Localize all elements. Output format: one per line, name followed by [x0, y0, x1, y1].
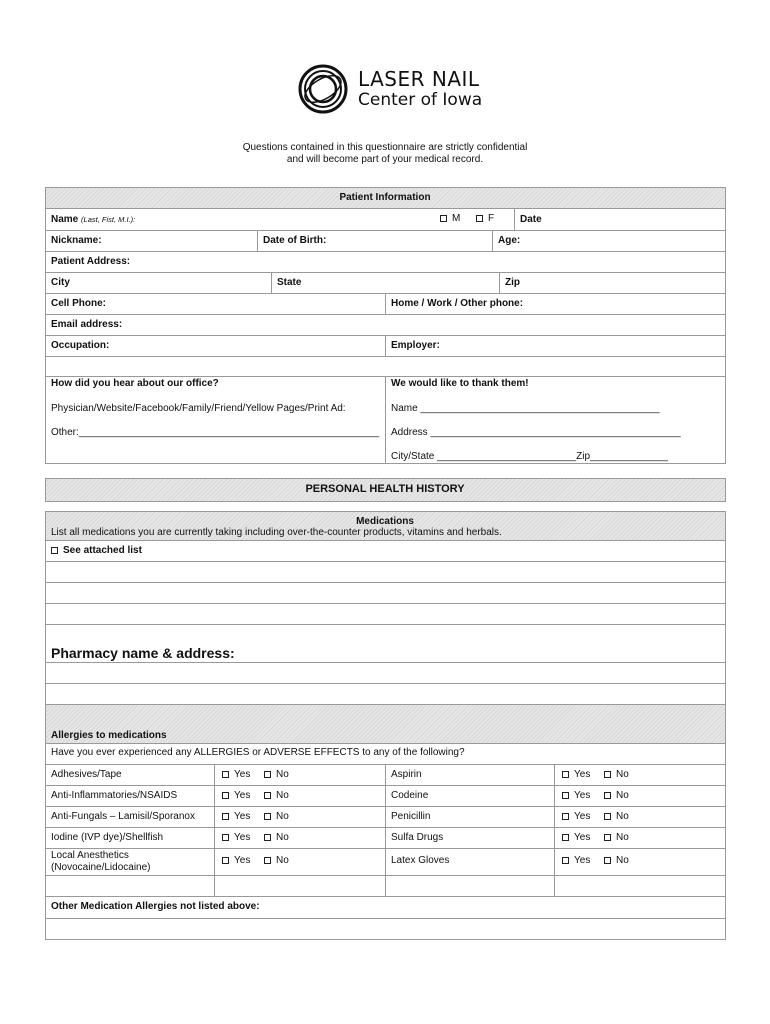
- no-checkbox[interactable]: No: [604, 811, 629, 823]
- city-field[interactable]: City: [51, 277, 70, 288]
- yes-checkbox[interactable]: Yes: [222, 811, 250, 823]
- patient-info-header: Patient Information: [339, 192, 431, 203]
- checkbox-icon: [264, 771, 271, 778]
- allergy-item-iodine: Iodine (IVP dye)/Shellfish: [51, 832, 164, 843]
- yes-checkbox[interactable]: Yes: [222, 769, 250, 781]
- no-checkbox[interactable]: No: [604, 832, 629, 844]
- referrer-name-field[interactable]: Name ___________________________________________: [391, 403, 660, 414]
- state-field[interactable]: State: [277, 277, 302, 288]
- email-field[interactable]: Email address:: [51, 319, 123, 330]
- checkbox-icon: [562, 771, 569, 778]
- medications-instructions: List all medications you are currently taking including over-the-counter products, vitamins and herbals.: [51, 527, 502, 538]
- logo-subtitle: Center of Iowa: [358, 90, 483, 110]
- date-field[interactable]: Date: [520, 214, 542, 225]
- yes-checkbox[interactable]: Yes: [562, 855, 590, 867]
- checkbox-icon: [51, 547, 58, 554]
- no-checkbox[interactable]: No: [264, 769, 289, 781]
- allergy-item-codeine: Codeine: [391, 790, 429, 801]
- checkbox-icon: [604, 857, 611, 864]
- checkbox-icon: [264, 834, 271, 841]
- checkbox-icon: [440, 215, 447, 222]
- checkbox-icon: [476, 215, 483, 222]
- checkbox-icon: [222, 813, 229, 820]
- dob-field[interactable]: Date of Birth:: [263, 235, 327, 246]
- referral-other-field[interactable]: Other:______________________________________________________: [51, 427, 380, 438]
- checkbox-icon: [562, 792, 569, 799]
- checkbox-icon: [562, 857, 569, 864]
- checkbox-icon: [604, 792, 611, 799]
- medications-title: Medications: [356, 516, 414, 527]
- logo: [296, 63, 486, 115]
- referral-sources[interactable]: Physician/Website/Facebook/Family/Friend/Yellow Pages/Print Ad:: [51, 403, 346, 414]
- cell-phone-field[interactable]: Cell Phone:: [51, 298, 107, 309]
- other-allergies-field[interactable]: Other Medication Allergies not listed above:: [51, 901, 260, 912]
- referrer-address-field[interactable]: Address _____________________________________________: [391, 427, 681, 438]
- checkbox-icon: [264, 792, 271, 799]
- no-checkbox[interactable]: No: [604, 790, 629, 802]
- allergy-item-penicillin: Penicillin: [391, 811, 431, 822]
- checkbox-icon: [264, 857, 271, 864]
- checkbox-icon: [562, 834, 569, 841]
- allergy-item-anesthetics-detail: (Novocaine/Lidocaine): [51, 862, 151, 873]
- occupation-field[interactable]: Occupation:: [51, 340, 110, 351]
- checkbox-icon: [222, 834, 229, 841]
- gender-female-checkbox[interactable]: F: [476, 213, 494, 225]
- yes-checkbox[interactable]: Yes: [562, 790, 590, 802]
- yes-checkbox[interactable]: Yes: [222, 855, 250, 867]
- checkbox-icon: [604, 834, 611, 841]
- no-checkbox[interactable]: No: [604, 855, 629, 867]
- allergies-title: Allergies to medications: [51, 730, 167, 741]
- nickname-field[interactable]: Nickname:: [51, 235, 102, 246]
- no-checkbox[interactable]: No: [604, 769, 629, 781]
- yes-checkbox[interactable]: Yes: [562, 832, 590, 844]
- allergy-item-anesthetics: Local Anesthetics: [51, 850, 129, 861]
- logo-rings-icon: [296, 63, 354, 115]
- allergy-item-aspirin: Aspirin: [391, 769, 422, 780]
- gender-male-checkbox[interactable]: M: [440, 213, 460, 225]
- no-checkbox[interactable]: No: [264, 811, 289, 823]
- checkbox-icon: [222, 857, 229, 864]
- see-attached-checkbox[interactable]: See attached list: [51, 545, 142, 557]
- checkbox-icon: [562, 813, 569, 820]
- confidentiality-line-2: and will become part of your medical record.: [286, 154, 484, 165]
- allergy-item-nsaids: Anti-Inflammatories/NSAIDS: [51, 790, 178, 801]
- yes-checkbox[interactable]: Yes: [222, 790, 250, 802]
- no-checkbox[interactable]: No: [264, 855, 289, 867]
- referral-thanks: We would like to thank them!: [391, 378, 529, 389]
- referral-question: How did you hear about our office?: [51, 378, 219, 389]
- yes-checkbox[interactable]: Yes: [222, 832, 250, 844]
- health-history-header: PERSONAL HEALTH HISTORY: [305, 483, 465, 495]
- no-checkbox[interactable]: No: [264, 832, 289, 844]
- allergy-item-latex: Latex Gloves: [391, 855, 450, 866]
- employer-field[interactable]: Employer:: [391, 340, 440, 351]
- allergy-item-sulfa: Sulfa Drugs: [391, 832, 444, 843]
- allergy-item-adhesives: Adhesives/Tape: [51, 769, 122, 780]
- yes-checkbox[interactable]: Yes: [562, 769, 590, 781]
- name-field[interactable]: Name (Last, Fist, M.I.):: [51, 214, 136, 225]
- age-field[interactable]: Age:: [498, 235, 521, 246]
- zip-field[interactable]: Zip: [505, 277, 520, 288]
- no-checkbox[interactable]: No: [264, 790, 289, 802]
- confidentiality-line-1: Questions contained in this questionnaire are strictly confidential: [242, 142, 528, 153]
- address-field[interactable]: Patient Address:: [51, 256, 131, 267]
- pharmacy-label: Pharmacy name & address:: [51, 645, 235, 661]
- checkbox-icon: [264, 813, 271, 820]
- checkbox-icon: [604, 771, 611, 778]
- logo-title: LASER NAIL: [358, 67, 480, 91]
- referrer-city-state-zip-field[interactable]: City/State _________________________Zip______________: [391, 451, 668, 462]
- allergies-question: Have you ever experienced any ALLERGIES or ADVERSE EFFECTS to any of the following?: [51, 747, 465, 758]
- checkbox-icon: [222, 792, 229, 799]
- allergy-item-antifungals: Anti-Fungals – Lamisil/Sporanox: [51, 811, 195, 822]
- checkbox-icon: [222, 771, 229, 778]
- yes-checkbox[interactable]: Yes: [562, 811, 590, 823]
- other-phone-field[interactable]: Home / Work / Other phone:: [391, 298, 524, 309]
- checkbox-icon: [604, 813, 611, 820]
